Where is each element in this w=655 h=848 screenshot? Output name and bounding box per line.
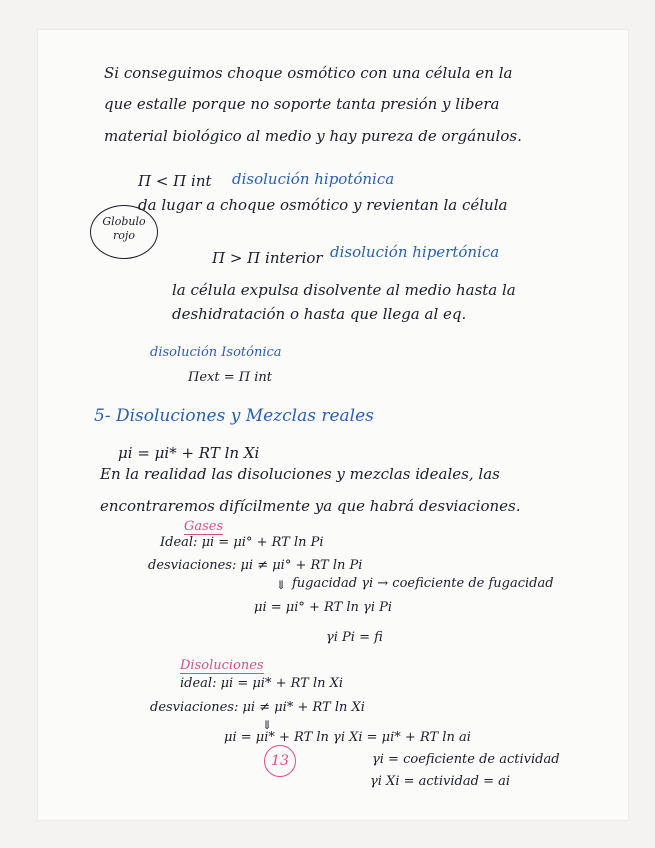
isotonic-label: disolución Isotónica [150,345,282,360]
hypotonic-equation: Π < Π int [138,172,212,190]
dissolution-ideal-equation: ideal: μi = μi* + RT ln Xi [180,676,344,691]
globulo-rojo-bubble [90,205,158,259]
text-line-2: que estalle porque no soporte tanta presión y libera [104,95,500,113]
dissolution-real-equation: μi = μi* + RT ln γi Xi = μi* + RT ln ai [224,730,471,745]
gas-real-equation: μi = μi° + RT ln γi Pi [254,600,393,615]
hypotonic-description: da lugar a choque osmótico y revientan la célula [138,196,508,214]
dissolution-deviations-equation: desviaciones: μi ≠ μi* + RT ln Xi [150,700,365,715]
gas-deviations-equation: desviaciones: μi ≠ μi° + RT ln Pi [148,558,363,573]
chemical-potential-equation: μi = μi* + RT ln Xi [118,444,260,462]
gases-heading: Gases [184,519,224,534]
text-line-1: Si conseguimos choque osmótico con una célula en la [104,64,513,82]
hypertonic-description-2: deshidratación o hasta que llega al eq. [172,305,467,323]
gas-ideal-equation: Ideal: μi = μi° + RT ln Pi [160,535,324,550]
globulo-text: Globulo [102,215,146,228]
disoluciones-heading: Disoluciones [180,658,264,673]
rojo-text: rojo [113,229,135,242]
section-title: 5- Disoluciones y Mezclas reales [94,406,374,426]
hypertonic-label: disolución hipertónica [330,243,500,261]
activity-coefficient: γi = coeficiente de actividad [372,752,560,767]
hypertonic-equation: Π > Π interior [212,249,323,267]
hypertonic-description-1: la célula expulsa disolvente al medio hasta la [172,281,516,299]
down-arrow-icon: ⇓ [262,718,273,732]
real-text-2: encontraremos difícilmente ya que habrá desviaciones. [100,497,521,515]
fugacity-definition: γi Pi = fi [326,630,383,645]
hypotonic-label: disolución hipotónica [232,170,395,188]
isotonic-equation: Πext = Π int [188,370,272,385]
text-line-3: material biológico al medio y hay pureza de orgánulos. [104,127,522,145]
page-number-badge: 13 [264,745,296,777]
down-arrow-icon: ⇓ [276,578,287,592]
fugacity-line: fugacidad γi → coeficiente de fugacidad [292,576,554,591]
real-text-1: En la realidad las disoluciones y mezclas ideales, las [100,465,500,483]
activity-definition: γi Xi = actividad = ai [370,774,511,789]
